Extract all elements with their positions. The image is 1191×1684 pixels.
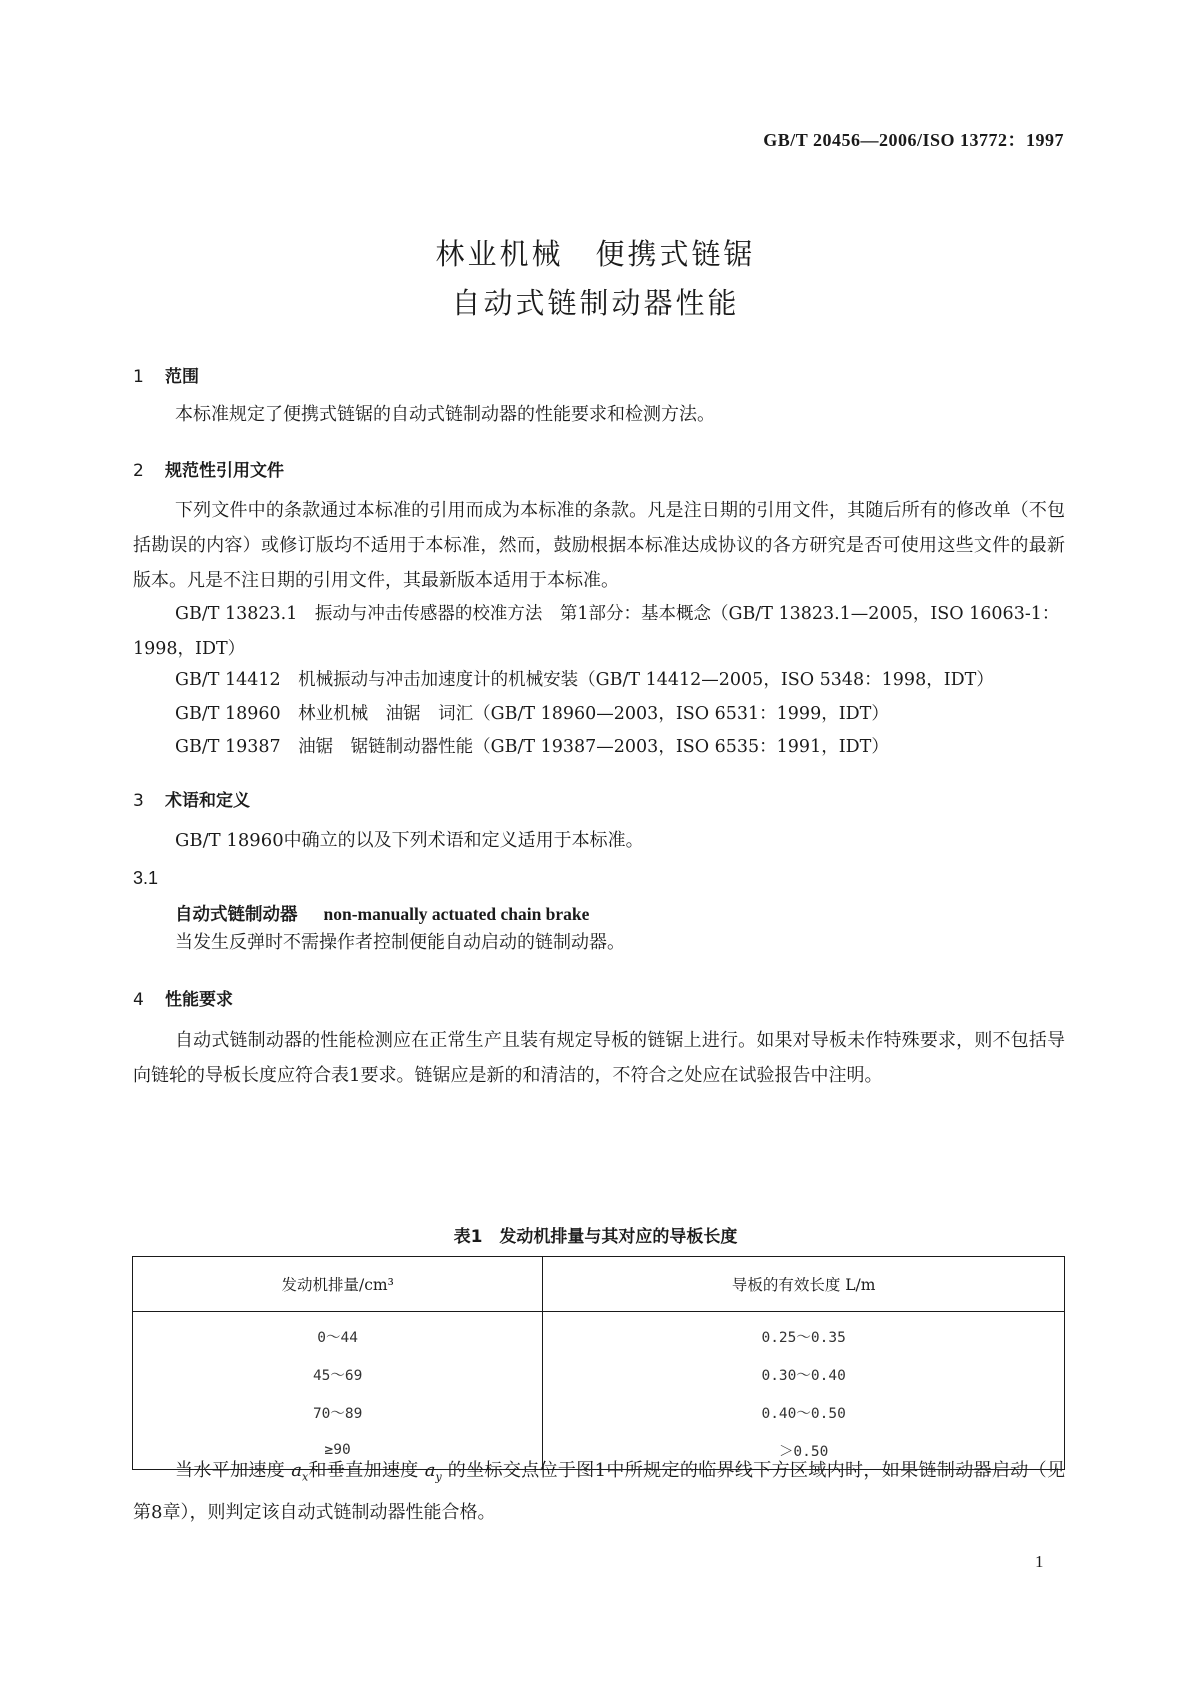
reference-item: GB/T 19387 油锯 锯链制动器性能（GB/T 19387—2003，ISO 6535：1991，IDT） xyxy=(175,737,889,757)
cell-guide-length: 0.30～0.40 xyxy=(543,1355,1065,1393)
section-number: 3 xyxy=(133,791,144,811)
section-4-heading xyxy=(133,985,233,1010)
table-row xyxy=(133,1355,1065,1393)
reference-item: GB/T 14412 机械振动与冲击加速度计的机械安装（GB/T 14412—2005，ISO 5348：1998，IDT） xyxy=(175,670,994,690)
section-2-intro xyxy=(133,493,1065,598)
paragraph: 下列文件中的条款通过本标准的引用而成为本标准的条款。凡是注日期的引用文件，其随后所有的修改单（不包括勘误的内容）或修订版均不适用于本标准，然而，鼓励根据本标准达成协议的各方研究是否可使用这些文件的最新版本。凡是不注日期的引用文件，其最新版本适用于本标准。 xyxy=(133,500,1065,591)
cell-displacement: ≥90 xyxy=(133,1431,543,1470)
section-4-text xyxy=(133,1023,1065,1093)
section-title: 范围 xyxy=(165,367,199,387)
section-number: 1 xyxy=(133,367,144,387)
section-3-heading xyxy=(133,786,250,811)
text-run: 当水平加速度 xyxy=(175,1460,286,1481)
table-row xyxy=(133,1312,1065,1356)
cell-guide-length: ＞0.50 xyxy=(543,1431,1065,1470)
section-1-heading xyxy=(133,362,199,387)
text-run: 和垂直加速度 xyxy=(308,1460,419,1481)
symbol-subscript: y xyxy=(435,1470,442,1484)
section-number: 2 xyxy=(133,461,144,481)
section-4-criterion xyxy=(133,1453,1065,1530)
doc-title-line2: 自动式链制动器性能 xyxy=(451,286,740,320)
symbol-ay xyxy=(424,1460,442,1484)
table-header-row xyxy=(133,1257,1065,1312)
page-number: 1 xyxy=(1035,1552,1044,1571)
section-2-heading xyxy=(133,456,284,481)
reference-item: GB/T 18960 林业机械 油锯 词汇（GB/T 18960—2003，ISO 6531：1999，IDT） xyxy=(175,704,889,724)
paragraph xyxy=(133,1453,1065,1530)
text-run: 的坐标交点位于图1中所规定的临界线下方区域内时，如果链制动器启动（见第8章），则判定该自动式链制动器性能合格。 xyxy=(133,1460,1065,1523)
cell-guide-length: 0.40～0.50 xyxy=(543,1393,1065,1431)
section-title: 术语和定义 xyxy=(165,791,250,811)
doc-title-line1: 林业机械 便携式链锯 xyxy=(435,237,756,271)
symbol-letter: a xyxy=(424,1460,436,1481)
section-title: 性能要求 xyxy=(165,990,233,1010)
paragraph: GB/T 18960中确立的以及下列术语和定义适用于本标准。 xyxy=(175,830,644,851)
column-header-guide-length: 导板的有效长度 L/m xyxy=(543,1257,1065,1312)
cell-displacement: 45～69 xyxy=(133,1355,543,1393)
paragraph: 自动式链制动器的性能检测应在正常生产且装有规定导板的链锯上进行。如果对导板未作特殊要求，则不包括导向链轮的导板长度应符合表1要求。链锯应是新的和清洁的，不符合之处应在试验报告中注明。 xyxy=(133,1030,1065,1086)
section-title: 规范性引用文件 xyxy=(165,461,284,481)
symbol-ax xyxy=(291,1460,309,1484)
cell-guide-length: 0.25～0.35 xyxy=(543,1312,1065,1356)
term-definition: 当发生反弹时不需操作者控制便能自动启动的链制动器。 xyxy=(175,932,625,953)
cell-displacement: 70～89 xyxy=(133,1393,543,1431)
section-1-text xyxy=(133,397,1065,432)
displacement-table xyxy=(132,1256,1065,1470)
term-english: non-manually actuated chain brake xyxy=(323,904,590,924)
table-caption: 表1 发动机排量与其对应的导板长度 xyxy=(453,1227,738,1247)
cell-displacement: 0～44 xyxy=(133,1312,543,1356)
section-number: 4 xyxy=(133,990,144,1010)
clause-number: 3.1 xyxy=(133,868,159,888)
term-entry xyxy=(175,901,589,926)
paragraph: 本标准规定了便携式链锯的自动式链制动器的性能要求和检测方法。 xyxy=(175,404,715,425)
table-row xyxy=(133,1393,1065,1431)
term-chinese: 自动式链制动器 xyxy=(175,905,298,925)
column-header-displacement: 发动机排量/cm³ xyxy=(133,1257,543,1312)
symbol-subscript: x xyxy=(301,1470,309,1484)
section-3-text xyxy=(133,823,1065,858)
reference-item: GB/T 13823.1 振动与冲击传感器的校准方法 第1部分：基本概念（GB/T 13823.1—2005，ISO 16063-1：1998，IDT） xyxy=(133,604,1060,659)
symbol-letter: a xyxy=(291,1460,302,1481)
standard-code: GB/T 20456—2006/ISO 13772：1997 xyxy=(763,130,1064,150)
